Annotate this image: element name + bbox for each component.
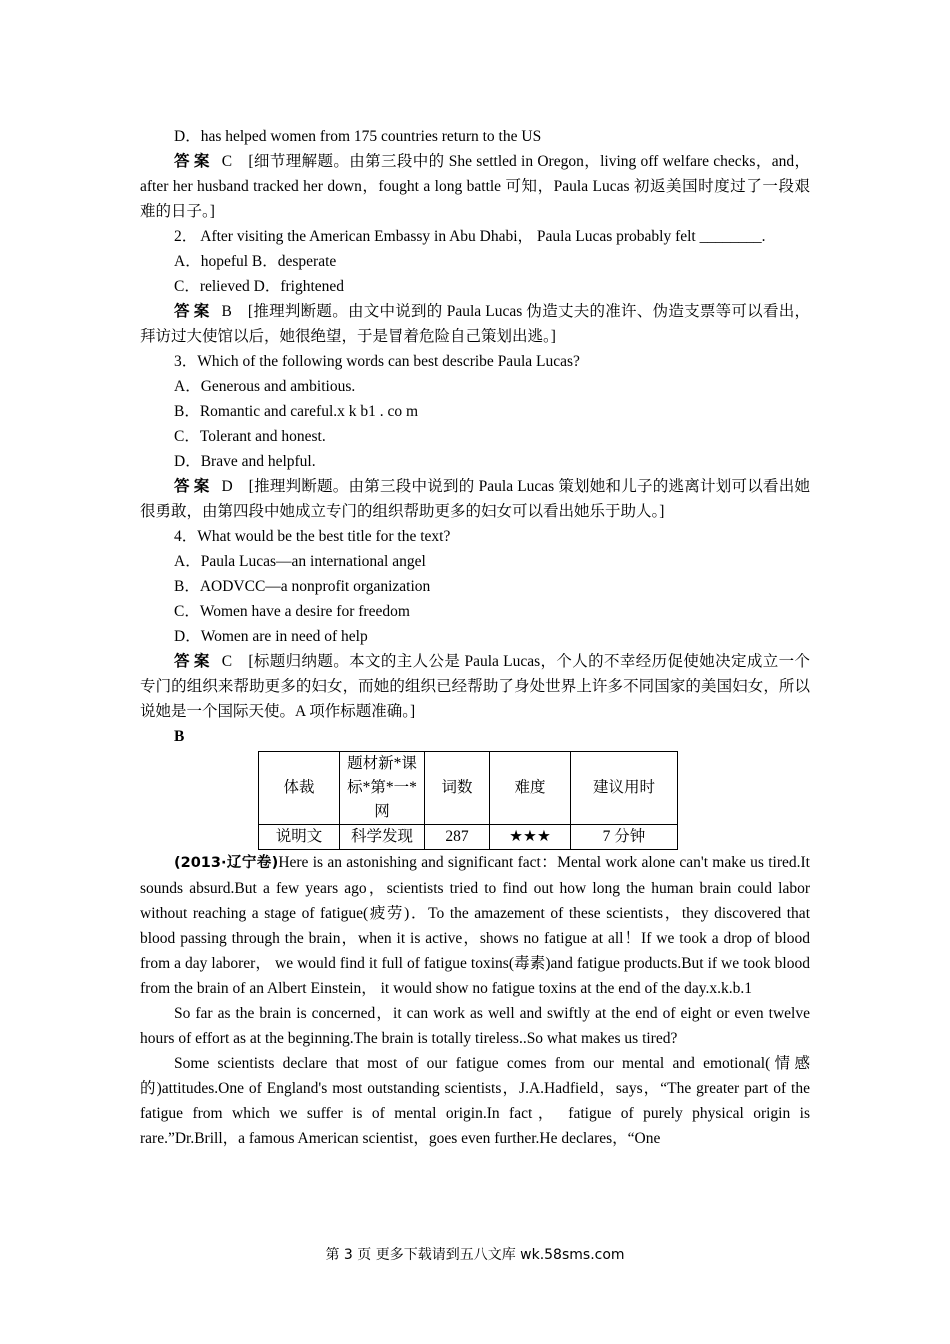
q3-stem: 3．Which of the following words can best describe Paula Lucas? bbox=[174, 353, 580, 370]
q1-answer bbox=[140, 149, 810, 224]
q4-option-a: A．Paula Lucas—an international angel bbox=[174, 553, 426, 570]
q3-answer bbox=[140, 474, 810, 524]
q3-option-b: B．Romantic and careful.x k b1 . co m bbox=[174, 403, 419, 420]
q2-options-ab: A．hopeful B．desperate bbox=[174, 253, 337, 270]
table-cell: 科学发现 bbox=[340, 825, 425, 850]
q3-option-a: A．Generous and ambitious. bbox=[174, 378, 356, 395]
passage-paragraph-1 bbox=[140, 850, 810, 1001]
page-footer: 第 3 页 更多下载请到五八文库 wk.58sms.com bbox=[325, 1247, 625, 1263]
q3-option-c: C．Tolerant and honest. bbox=[174, 428, 326, 445]
answer-label: 答案 bbox=[174, 478, 214, 495]
q3-option-d: D．Brave and helpful. bbox=[174, 453, 316, 470]
table-header-row bbox=[259, 752, 678, 825]
answer-explanation: B [推理判断题。由文中说到的 Paula Lucas 伪造丈夫的准许、伪造支票等可以看出，拜访过大使馆以后，她很绝望，于是冒着危险自己策划出逃。] bbox=[140, 303, 810, 345]
q4-option-b: B．AODVCC—a nonprofit organization bbox=[174, 578, 431, 595]
answer-label: 答案 bbox=[174, 153, 214, 170]
answer-explanation: C [细节理解题。由第三段中的 She settled in Oregon，living off welfare checks，and，after her husband tracked her down，fought a long battle 可知，Paula Lucas 初返美国时度过了一段艰难的日子。] bbox=[140, 153, 810, 220]
answer-explanation: C [标题归纳题。本文的主人公是 Paula Lucas，个人的不幸经历促使她决定成立一个专门的组织来帮助更多的妇女，而她的组织已经帮助了身处世界上许多不同国家的美国妇女，所以说她是一个国际天使。A 项作标题准确。] bbox=[140, 653, 810, 720]
table-cell: 287 bbox=[425, 825, 490, 850]
answer-explanation: D [推理判断题。由第三段中说到的 Paula Lucas 策划她和儿子的逃离计划可以看出她很勇敢，由第四段中她成立专门的组织帮助更多的妇女可以看出她乐于助人。] bbox=[140, 478, 810, 520]
table-cell: ★★★ bbox=[490, 825, 571, 850]
q2-answer bbox=[140, 299, 810, 349]
passage-info-table bbox=[258, 751, 678, 850]
q2-stem: 2． After visiting the American Embassy in Abu Dhabi， Paula Lucas probably felt ________. bbox=[174, 228, 766, 245]
passage-paragraph-3: Some scientists declare that most of our fatigue comes from our mental and emotional(情感的)attitudes.One of England's most outstanding scientists，J.A.Hadfield，says，“The greater part of the fatigue from which we suffer is of mental origin.In fact， fatigue of purely physical origin is rare.”Dr.Brill，a famous American scientist，goes even further.He declares，“One bbox=[140, 1055, 810, 1147]
passage-source: (2013·辽宁卷) bbox=[174, 855, 279, 871]
q4-option-d: D．Women are in need of help bbox=[174, 628, 368, 645]
table-header-cell: 难度 bbox=[490, 752, 571, 825]
answer-label: 答案 bbox=[174, 653, 214, 670]
passage-paragraph-2: So far as the brain is concerned，it can work as well and swiftly at the end of eight or even twelve hours of effort as at the beginning.The brain is totally tireless..So what makes us tired? bbox=[140, 1005, 810, 1047]
table-header-cell: 建议用时 bbox=[571, 752, 678, 825]
table-header-cell: 题材新*课标*第*一*网 bbox=[340, 752, 425, 825]
paragraph-text: Here is an astonishing and significant fact：Mental work alone can't make us tired.It sounds absurd.But a few years ago，scientists tried to find out how long the human brain could labor without reaching a stage of fatigue(疲劳)．To the amazement of these scientists，they discovered that blood passing through the brain，when it is active，shows no fatigue at all！If we took a drop of blood from a day laborer， we would find it full of fatigue toxins(毒素)and fatigue products.But if we took blood from the brain of an Albert Einstein， it would show no fatigue toxins at the end of the day.x.k.b.1 bbox=[140, 854, 810, 997]
table-row bbox=[259, 825, 678, 850]
table-header-cell: 体裁 bbox=[259, 752, 340, 825]
q4-option-c: C．Women have a desire for freedom bbox=[174, 603, 410, 620]
table-cell: 说明文 bbox=[259, 825, 340, 850]
section-b-heading: B bbox=[174, 728, 185, 745]
q4-stem: 4．What would be the best title for the text? bbox=[174, 528, 451, 545]
document-page bbox=[140, 124, 810, 1151]
table-header-cell: 词数 bbox=[425, 752, 490, 825]
q2-options-cd: C．relieved D．frightened bbox=[174, 278, 345, 295]
answer-label: 答案 bbox=[174, 303, 214, 320]
table-cell: 7 分钟 bbox=[571, 825, 678, 850]
q1-option-d: D．has helped women from 175 countries return to the US bbox=[174, 128, 542, 145]
q4-answer bbox=[140, 649, 810, 724]
